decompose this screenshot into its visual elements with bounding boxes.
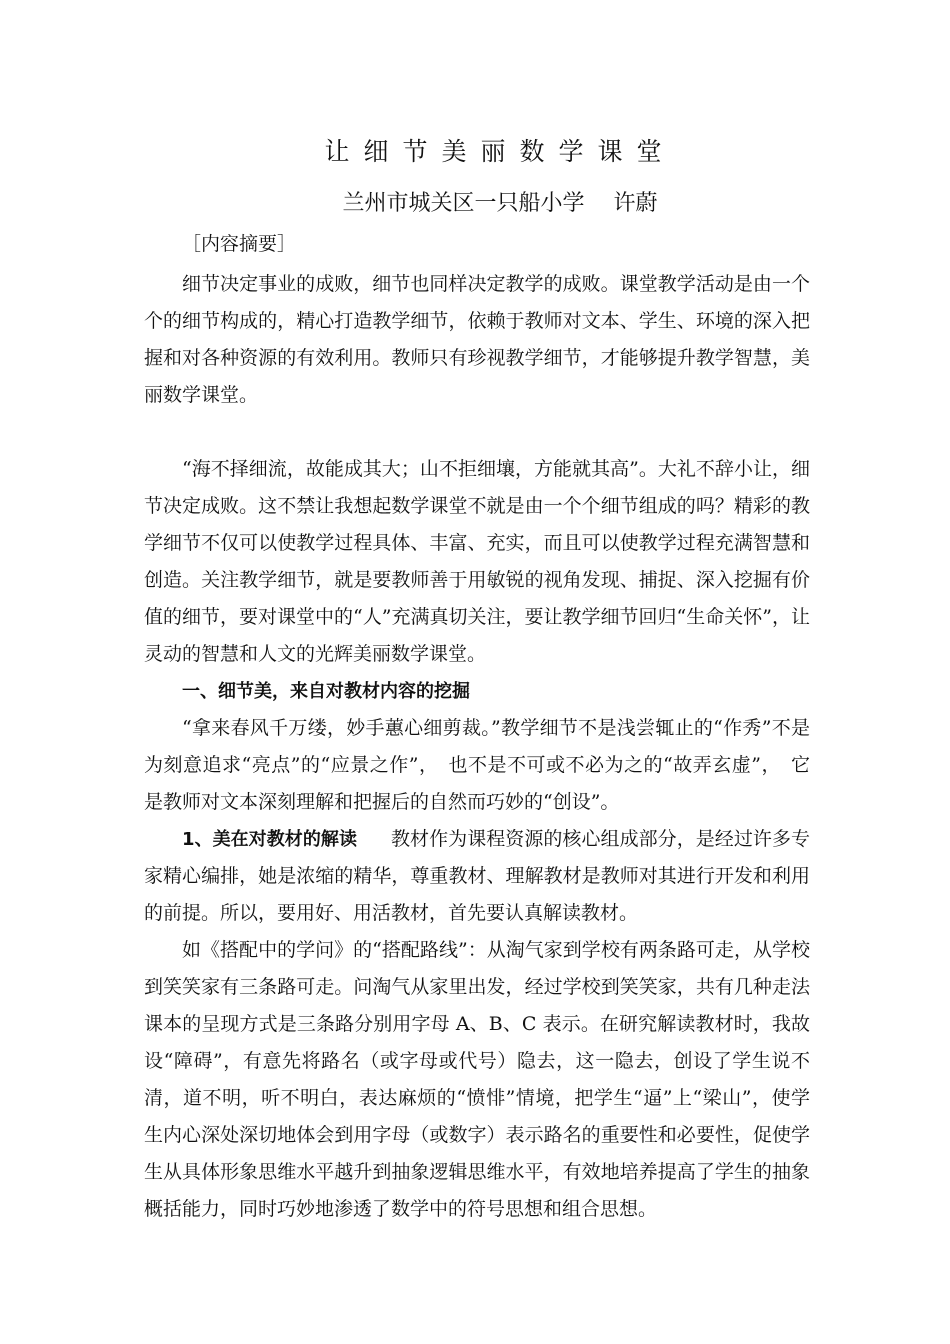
intro-paragraph: “海不择细流，故能成其大；山不拒细壤，方能就其高”。大礼不辞小让，细节决定成败。这不禁让我想起数学课堂不就是由一个个细节组成的吗？精彩的教学细节不仅可以使教学过程具体、丰富、充实，而且可以使教学过程充满智慧和创造。关注教学细节，就是要教师善于用敏锐的视角发现、捕捉、深入挖掘有价值的细节，要对课堂中的“人”充满真切关注，要让教学细节回归“生命关怀”，让灵动的智慧和人文的光辉美丽数学课堂。: [144, 458, 810, 665]
document-body: [144, 230, 810, 1228]
author-line: 兰州市城关区一只船小学 许蔚: [342, 191, 658, 216]
abstract-paragraph: 细节决定事业的成败，细节也同样决定教学的成败。课堂教学活动是由一个个的细节构成的，精心打造教学细节，依赖于教师对文本、学生、环境的深入把握和对各种资源的有效利用。教师只有珍视教学细节，才能够提升教学智慧，美丽数学课堂。: [144, 273, 810, 406]
document-title: 让细节美丽数学课堂: [324, 137, 676, 166]
abstract-label: ［内容摘要］: [182, 233, 297, 255]
section-heading: 一、细节美，来自对教材内容的挖掘: [182, 681, 470, 702]
subsection-paragraph: [144, 821, 810, 932]
subsection-heading: 1、美在对教材的解读: [182, 829, 357, 850]
example-paragraph: 如《搭配中的学问》的“搭配路线”：从淘气家到学校有两条路可走，从学校到笑笑家有三条路可走。问淘气从家里出发，经过学校到笑笑家，共有几种走法课本的呈现方式是三条路分别用字母 A、B、C 表示。在研究解读教材时，我故设“障碍”，有意先将路名（或字母或代号）隐去，这一隐去，创设了学生说不清，道不明，听不明白，表达麻烦的“愤悱”情境，把学生“逼”上“梁山”，使学生内心深处深切地体会到用字母（或数字）表示路名的重要性和必要性，促使学生从具体形象思维水平越升到抽象逻辑思维水平，有效地培养提高了学生的抽象概括能力，同时巧妙地渗透了数学中的符号思想和组合思想。: [144, 939, 810, 1220]
section-paragraph: “拿来春风千万缕，妙手蕙心细剪裁。”教学细节不是浅尝辄止的“作秀”不是为刻意追求“亮点”的“应景之作”， 也不是不可或不必为之的“故弄玄虚”， 它是教师对文本深刻理解和把握后的自然而巧妙的“创设”。: [144, 717, 810, 813]
subsection-text: 教材作为课程资源的核心组成部分，是经过许多专家精心编排，她是浓缩的精华，尊重教材、理解教材是教师对其进行开发和利用的前提。所以，要用好、用活教材，首先要认真解读教材。: [144, 828, 810, 924]
